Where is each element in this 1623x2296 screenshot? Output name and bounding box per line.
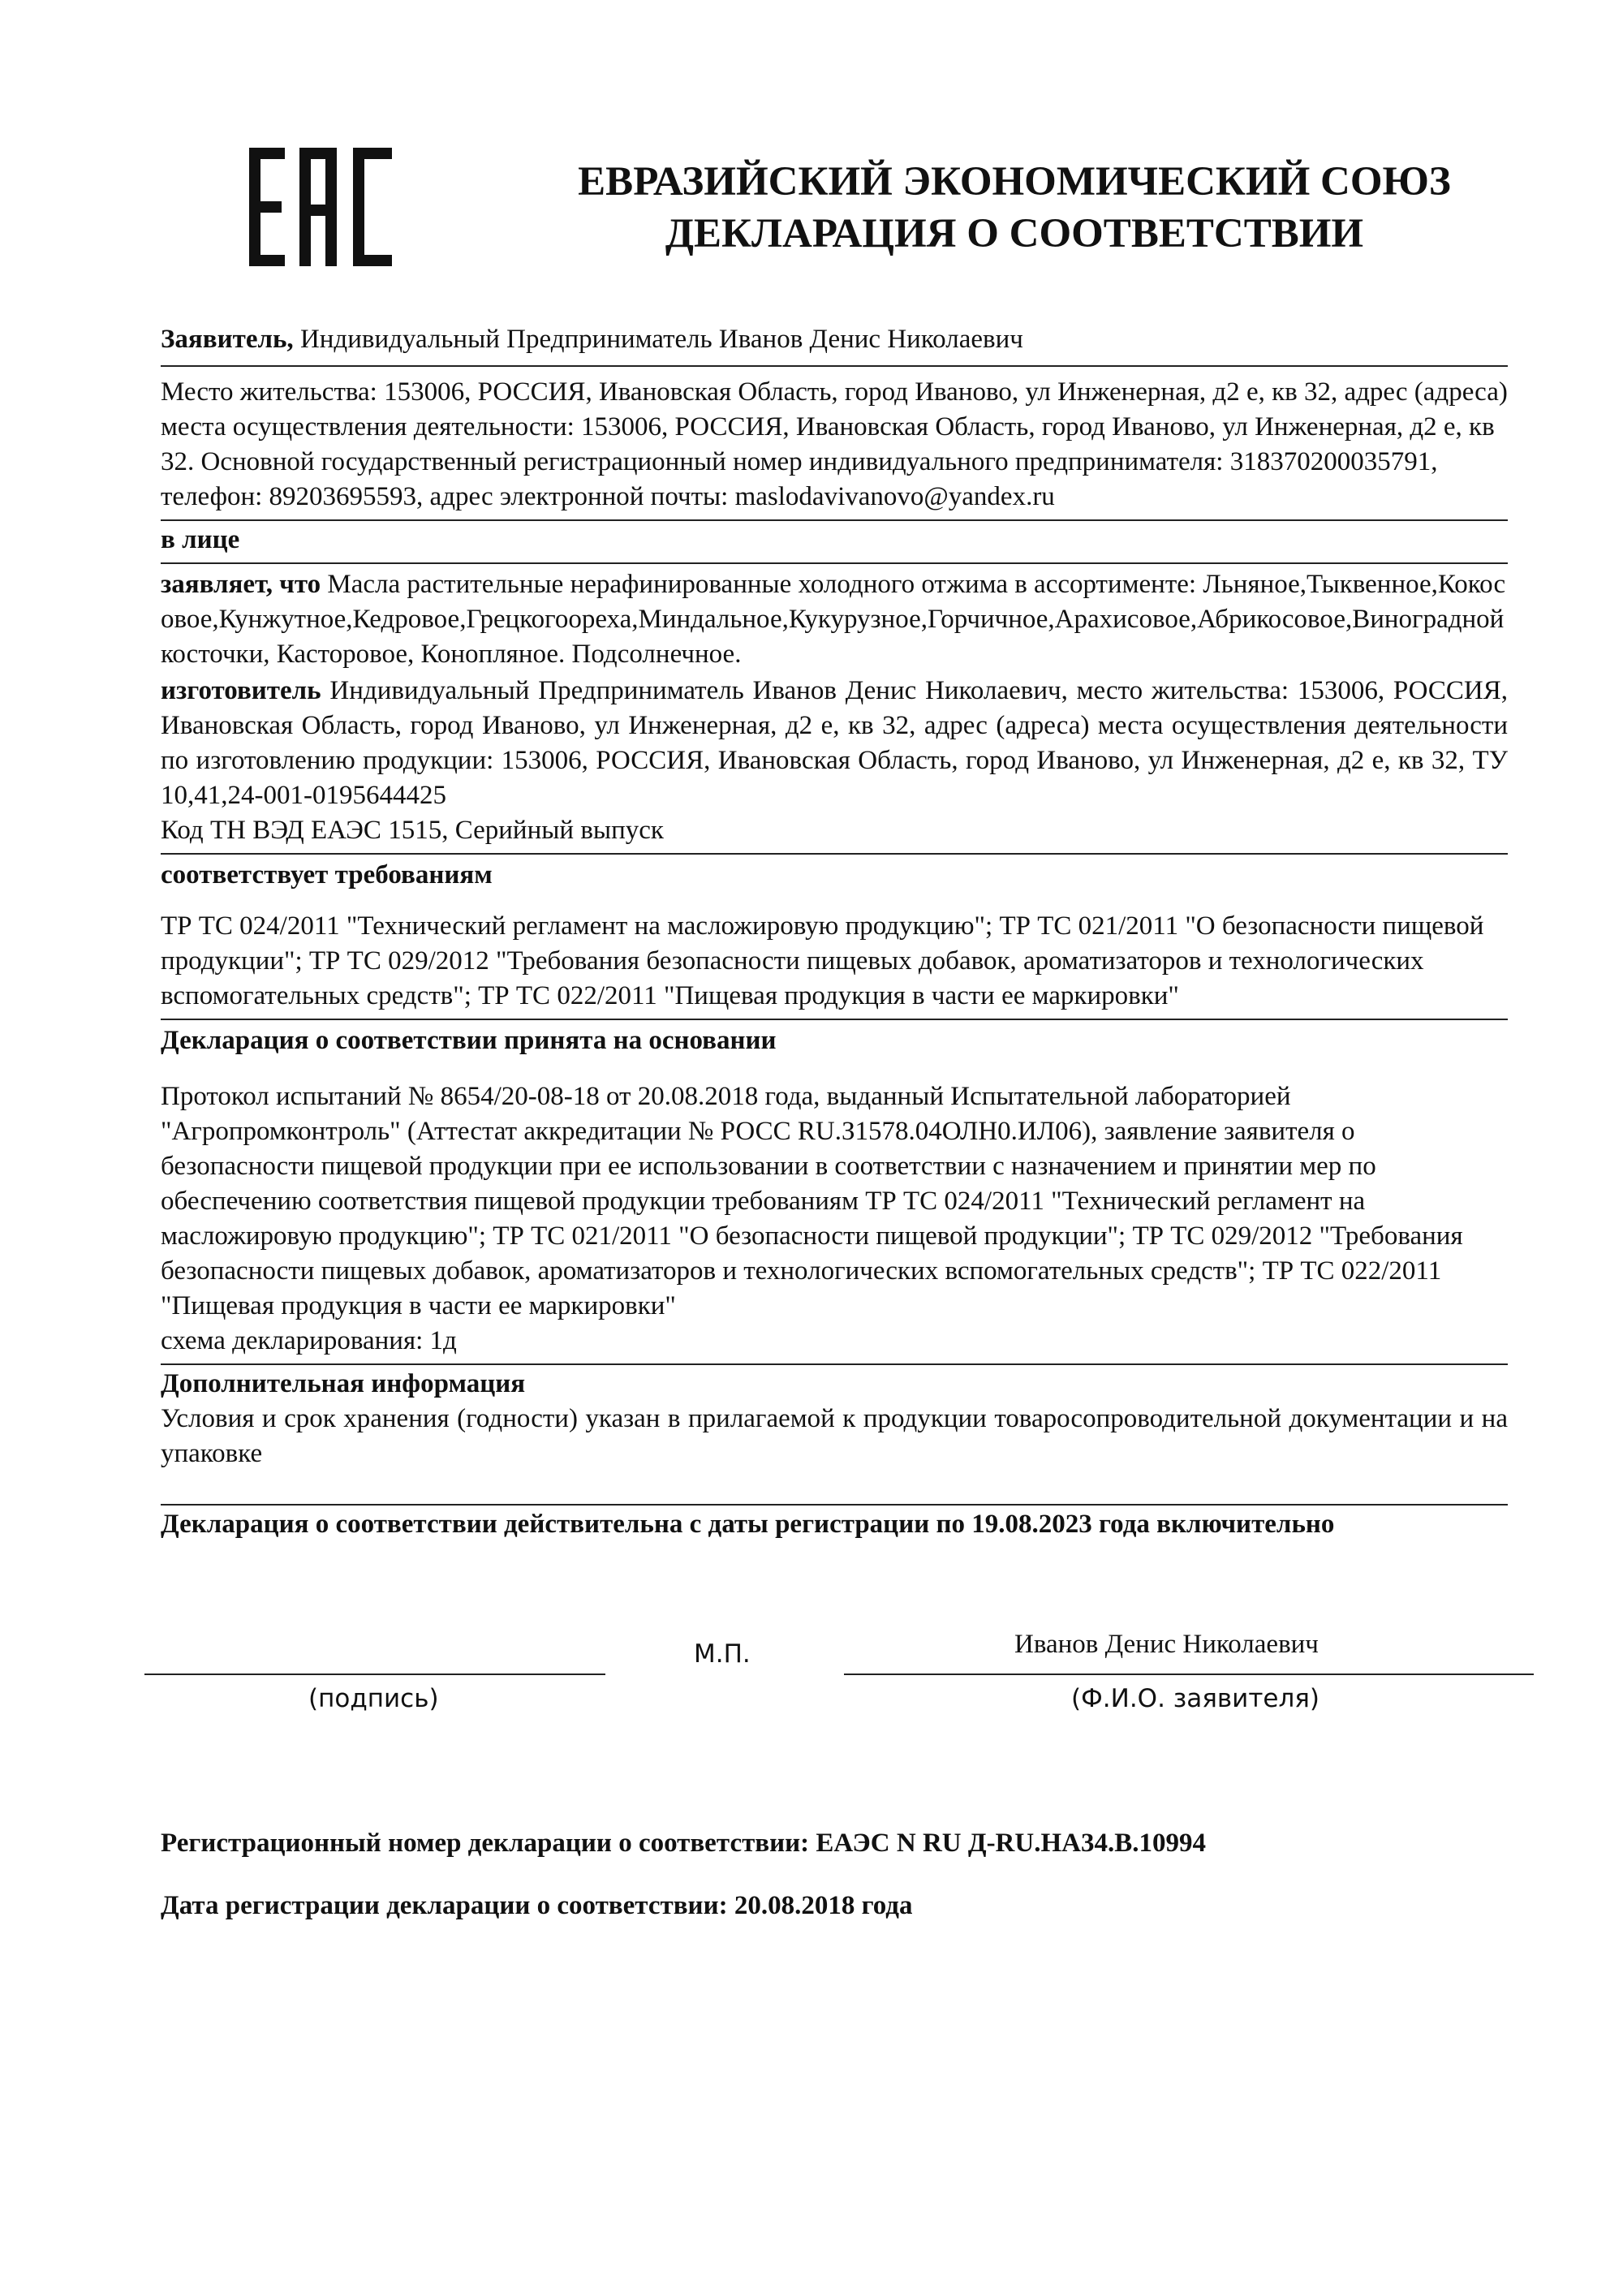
applicant-label: Заявитель, <box>161 325 294 354</box>
requirements-text: ТР ТС 024/2011 "Технический регламент на масложировую продукцию"; ТР ТС 021/2011 "О безопасности пищевой продукции"; ТР ТС 029/2012 "Требования безопасности пищевых добавок, ароматизаторов и технологических вспомогательных средств"; ТР ТС 022/2011 "Пищевая продукция в части ее маркировки" <box>161 911 1484 1010</box>
declaration-scheme: схема декларирования: 1д <box>161 1326 457 1355</box>
in-person-section <box>161 521 1508 564</box>
applicant-section <box>161 321 1508 367</box>
basis-label: Декларация о соответствии принята на основании <box>161 1026 777 1055</box>
basis-text: Протокол испытаний № 8654/20-08-18 от 20.08.2018 года, выданный Испытательной лабораторией "Агропромконтроль" (Аттестат аккредитации № РОСС RU.З1578.04ОЛН0.ИЛ06), заявление заявителя о безопасности пищевой продукции при ее использовании в соответствии с назначением и принятии мер по обеспечению соответствия пищевой продукции требованиям ТР ТС 024/2011 "Технический регламент на масложировую продукцию"; ТР ТС 021/2011 "О безопасности пищевой продукции"; ТР ТС 029/2012 "Требования безопасности пищевых добавок, ароматизаторов и технологических вспомогательных средств"; ТР ТС 022/2011 "Пищевая продукция в части ее маркировки" <box>161 1082 1463 1320</box>
requirements-label: соответствует требованиям <box>161 860 493 890</box>
signature-line <box>144 1674 605 1675</box>
eac-logo <box>248 146 394 268</box>
declares-label: заявляет, что <box>161 570 321 599</box>
basis-heading <box>161 1020 1508 1071</box>
manufacturer-details: Индивидуальный Предприниматель Иванов Денис Николаевич, место жительства: 153006, РОССИЯ, Ивановская Область, город Иваново, ул Инженерная, д2 е, кв 32, адрес (адреса) места осуществления деятельности по изготовлению продукции: 153006, РОССИЯ, Ивановская Область, город Иваново, ул Инженерная, д2 е, кв 32, ТУ 10,41,24-001-0195644425 <box>161 676 1508 810</box>
validity-section <box>161 1506 1508 1542</box>
signer-name-line <box>844 1674 1534 1675</box>
manufacturer-section <box>161 672 1508 855</box>
header-declaration-title: ДЕКЛАРАЦИЯ О СООТВЕТСТВИИ <box>665 211 1364 256</box>
additional-info-text: Условия и срок хранения (годности) указан в прилагаемой к продукции товаросопроводительной документации и на упаковке <box>161 1404 1508 1468</box>
applicant-name: Индивидуальный Предприниматель Иванов Денис Николаевич <box>293 325 1023 354</box>
header-union-title: ЕВРАЗИЙСКИЙ ЭКОНОМИЧЕСКИЙ СОЮЗ <box>578 159 1451 205</box>
manufacturer-label: изготовитель <box>161 676 321 705</box>
stamp-label: М.П. <box>694 1639 751 1669</box>
declares-section <box>161 564 1508 672</box>
applicant-address-section <box>161 367 1508 521</box>
signer-name: Иванов Денис Николаевич <box>1014 1630 1319 1659</box>
additional-info-label: Дополнительная информация <box>161 1369 526 1398</box>
requirements-heading <box>161 855 1508 901</box>
requirements-section <box>161 901 1508 1020</box>
signature-caption: (подпись) <box>308 1684 439 1713</box>
signer-name-caption: (Ф.И.О. заявителя) <box>1071 1684 1320 1713</box>
registration-number: Регистрационный номер декларации о соответствии: ЕАЭС N RU Д-RU.НА34.В.10994 <box>161 1829 1206 1858</box>
product-description: Масла растительные нерафинированные холодного отжима в ассортименте: Льняное,Тыквенное,Кокосовое,Кунжутное,Кедровое,Грецкогоореха,Миндальное,Кукурузное,Горчичное,Арахисовое,Абрикосовое,Виноградной косточки, Касторовое, Конопляное. Подсолнечное. <box>161 570 1506 669</box>
product-code: Код ТН ВЭД ЕАЭС 1515, Серийный выпуск <box>161 816 664 845</box>
additional-info-section <box>161 1365 1508 1506</box>
basis-section <box>161 1071 1508 1365</box>
declaration-body <box>161 321 1508 1542</box>
in-person-label: в лице <box>161 525 240 554</box>
validity-text: Декларация о соответствии действительна с даты регистрации по 19.08.2023 года включительно <box>161 1510 1335 1539</box>
applicant-address: Место жительства: 153006, РОССИЯ, Ивановская Область, город Иваново, ул Инженерная, д2 е, кв 32, адрес (адреса) места осуществления деятельности: 153006, РОССИЯ, Ивановская Область, город Иваново, ул Инженерная, д2 е, кв 32. Основной государственный регистрационный номер индивидуального предпринимателя: 318370200035791, телефон: 89203695593, адрес электронной почты: maslodavivanovo@yandex.ru <box>161 377 1508 511</box>
registration-date: Дата регистрации декларации о соответствии: 20.08.2018 года <box>161 1891 913 1920</box>
document-header <box>454 156 1574 260</box>
